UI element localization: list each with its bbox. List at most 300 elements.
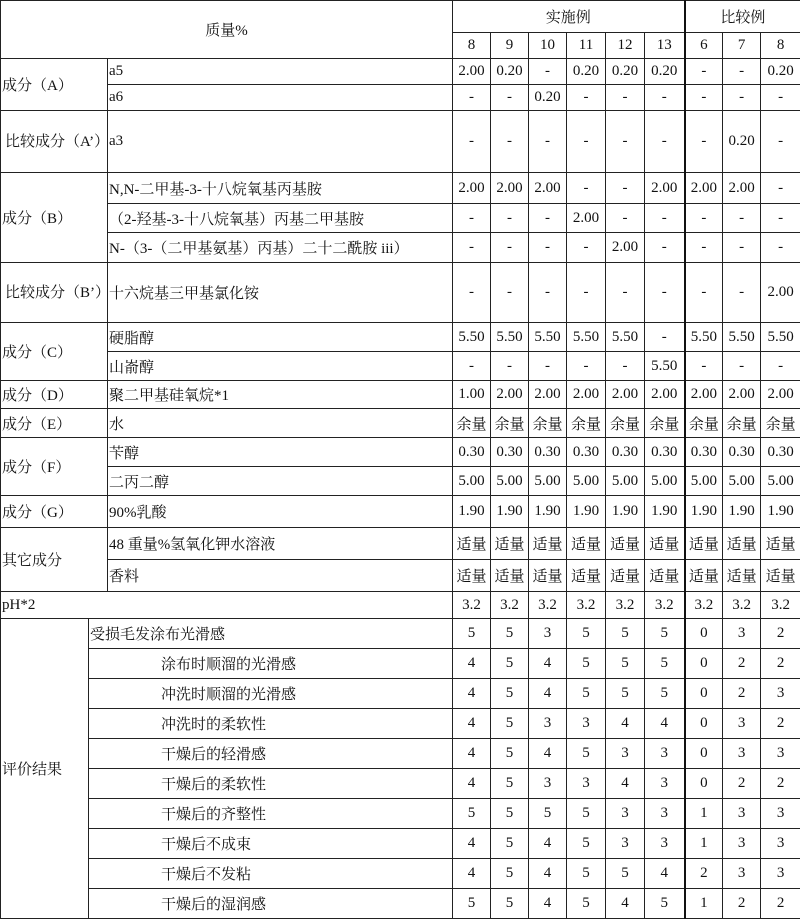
score-cell: 4 xyxy=(529,649,567,679)
comparative-group-header: 比较例 xyxy=(685,1,800,33)
value-cell: - xyxy=(529,111,567,173)
score-cell: 3 xyxy=(529,709,567,739)
score-cell: 5 xyxy=(491,859,529,889)
value-cell: - xyxy=(453,111,491,173)
value-cell: 5.00 xyxy=(761,467,800,496)
value-cell: - xyxy=(491,263,529,323)
value-cell: 适量 xyxy=(491,528,529,560)
value-cell: 适量 xyxy=(685,560,723,592)
component-group-label: 其它成分 xyxy=(1,528,108,592)
ingredient-row xyxy=(1,496,800,528)
value-cell: 适量 xyxy=(723,528,761,560)
evaluation-row xyxy=(1,859,800,889)
value-cell: 2.00 xyxy=(453,59,491,85)
value-cell: 适量 xyxy=(606,560,645,592)
ingredient-row xyxy=(1,173,800,204)
score-cell: 0 xyxy=(685,619,723,649)
score-cell: 5 xyxy=(606,859,645,889)
value-cell: 0.20 xyxy=(606,59,645,85)
value-cell: 0.30 xyxy=(761,438,800,467)
evaluation-criterion: 干燥后不成束 xyxy=(89,829,453,859)
value-cell: - xyxy=(491,233,529,263)
score-cell: 0 xyxy=(685,679,723,709)
value-cell: - xyxy=(491,352,529,381)
score-cell: 5 xyxy=(645,679,685,709)
score-cell: 3 xyxy=(761,799,800,829)
ingredient-row xyxy=(1,381,800,409)
value-cell: - xyxy=(606,111,645,173)
value-cell: 0.20 xyxy=(761,59,800,85)
ingredient-row xyxy=(1,233,800,263)
ingredient-row xyxy=(1,204,800,233)
value-cell: - xyxy=(645,204,685,233)
value-cell: - xyxy=(685,233,723,263)
ingredient-row xyxy=(1,438,800,467)
score-cell: 3 xyxy=(723,739,761,769)
score-cell: 3 xyxy=(529,619,567,649)
value-cell: - xyxy=(685,59,723,85)
score-cell: 3 xyxy=(606,739,645,769)
score-cell: 3 xyxy=(645,769,685,799)
ingredient-name: N-（3-（二甲基氨基）丙基）二十二酰胺 iii） xyxy=(108,233,453,263)
ingredient-name: a3 xyxy=(108,111,453,173)
value-cell: 0.20 xyxy=(529,85,567,111)
value-cell: 5.00 xyxy=(685,467,723,496)
evaluation-row xyxy=(1,649,800,679)
score-cell: 4 xyxy=(453,649,491,679)
ingredient-row xyxy=(1,409,800,438)
value-cell: 2.00 xyxy=(645,173,685,204)
score-cell: 2 xyxy=(761,889,800,919)
score-cell: 4 xyxy=(453,769,491,799)
evaluation-row xyxy=(1,739,800,769)
ingredient-name: a6 xyxy=(108,85,453,111)
score-cell: 3 xyxy=(723,799,761,829)
value-cell: 5.50 xyxy=(453,323,491,352)
score-cell: 4 xyxy=(645,859,685,889)
value-cell: 余量 xyxy=(645,409,685,438)
value-cell: 5.50 xyxy=(761,323,800,352)
value-cell: 2.00 xyxy=(567,204,606,233)
ph-value: 3.2 xyxy=(453,592,491,619)
value-cell: - xyxy=(567,111,606,173)
value-cell: - xyxy=(606,173,645,204)
value-cell: 5.00 xyxy=(529,467,567,496)
value-cell: 适量 xyxy=(761,528,800,560)
value-cell: 2.00 xyxy=(685,381,723,409)
value-cell: - xyxy=(723,85,761,111)
value-cell: 2.00 xyxy=(685,173,723,204)
value-cell: 余量 xyxy=(529,409,567,438)
value-cell: 0.20 xyxy=(491,59,529,85)
value-cell: 适量 xyxy=(685,528,723,560)
value-cell: 适量 xyxy=(491,560,529,592)
ingredient-row xyxy=(1,263,800,323)
value-cell: - xyxy=(567,233,606,263)
score-cell: 5 xyxy=(491,889,529,919)
value-cell: - xyxy=(761,85,800,111)
score-cell: 5 xyxy=(491,649,529,679)
score-cell: 4 xyxy=(529,859,567,889)
evaluation-criterion: 涂布时顺溜的光滑感 xyxy=(89,649,453,679)
score-cell: 4 xyxy=(606,769,645,799)
examples-group-header: 实施例 xyxy=(453,1,685,33)
ingredient-name: 90%乳酸 xyxy=(108,496,453,528)
column-number: 12 xyxy=(606,33,645,59)
score-cell: 2 xyxy=(723,889,761,919)
value-cell: - xyxy=(529,233,567,263)
evaluation-criterion: 干燥后的轻滑感 xyxy=(89,739,453,769)
value-cell: 0.30 xyxy=(529,438,567,467)
value-cell: 适量 xyxy=(645,560,685,592)
score-cell: 4 xyxy=(529,679,567,709)
value-cell: - xyxy=(761,173,800,204)
value-cell: 2.00 xyxy=(723,381,761,409)
value-cell: - xyxy=(723,204,761,233)
score-cell: 5 xyxy=(491,709,529,739)
ingredient-row xyxy=(1,528,800,560)
score-cell: 4 xyxy=(453,859,491,889)
value-cell: 1.90 xyxy=(567,496,606,528)
score-cell: 5 xyxy=(491,739,529,769)
value-cell: 余量 xyxy=(606,409,645,438)
value-cell: 余量 xyxy=(723,409,761,438)
value-cell: 5.00 xyxy=(567,467,606,496)
value-cell: - xyxy=(685,263,723,323)
value-cell: - xyxy=(453,85,491,111)
value-cell: 1.90 xyxy=(645,496,685,528)
score-cell: 2 xyxy=(723,679,761,709)
component-group-label: 成分（A） xyxy=(1,59,108,111)
evaluation-criterion: 冲洗时顺溜的光滑感 xyxy=(89,679,453,709)
value-cell: 1.90 xyxy=(491,496,529,528)
column-number: 13 xyxy=(645,33,685,59)
ph-value: 3.2 xyxy=(606,592,645,619)
value-cell: - xyxy=(491,111,529,173)
value-cell: - xyxy=(491,204,529,233)
value-cell: - xyxy=(567,85,606,111)
value-cell: - xyxy=(606,352,645,381)
formulation-table xyxy=(0,0,800,919)
score-cell: 5 xyxy=(491,619,529,649)
value-cell: 5.00 xyxy=(453,467,491,496)
score-cell: 4 xyxy=(453,679,491,709)
score-cell: 5 xyxy=(529,799,567,829)
value-cell: 5.00 xyxy=(491,467,529,496)
ph-value: 3.2 xyxy=(723,592,761,619)
value-cell: 1.90 xyxy=(529,496,567,528)
value-cell: - xyxy=(723,59,761,85)
value-cell: 余量 xyxy=(491,409,529,438)
value-cell: 5.50 xyxy=(645,352,685,381)
score-cell: 3 xyxy=(529,769,567,799)
score-cell: 3 xyxy=(723,829,761,859)
ph-value: 3.2 xyxy=(567,592,606,619)
ingredient-name: （2-羟基-3-十八烷氧基）丙基二甲基胺 xyxy=(108,204,453,233)
value-cell: 适量 xyxy=(567,528,606,560)
column-number: 10 xyxy=(529,33,567,59)
score-cell: 5 xyxy=(567,829,606,859)
column-number: 9 xyxy=(491,33,529,59)
value-cell: 0.30 xyxy=(453,438,491,467)
score-cell: 2 xyxy=(761,649,800,679)
value-cell: - xyxy=(453,233,491,263)
mass-percent-header: 质量% xyxy=(1,1,453,59)
ph-value: 3.2 xyxy=(645,592,685,619)
value-cell: 2.00 xyxy=(491,381,529,409)
score-cell: 5 xyxy=(567,739,606,769)
ingredient-row xyxy=(1,111,800,173)
evaluation-criterion: 受损毛发涂布光滑感 xyxy=(89,619,453,649)
value-cell: 1.90 xyxy=(761,496,800,528)
score-cell: 5 xyxy=(606,649,645,679)
score-cell: 3 xyxy=(761,679,800,709)
evaluation-criterion: 干燥后的湿润感 xyxy=(89,889,453,919)
table-body xyxy=(1,1,800,919)
ingredient-name: 苄醇 xyxy=(108,438,453,467)
value-cell: 适量 xyxy=(529,528,567,560)
value-cell: - xyxy=(606,204,645,233)
value-cell: 0.20 xyxy=(723,111,761,173)
score-cell: 5 xyxy=(567,859,606,889)
value-cell: 余量 xyxy=(761,409,800,438)
ph-value: 3.2 xyxy=(491,592,529,619)
ingredient-name: 山嵛醇 xyxy=(108,352,453,381)
component-group-label: 成分（B） xyxy=(1,173,108,263)
score-cell: 3 xyxy=(761,829,800,859)
component-group-label: 成分（E） xyxy=(1,409,108,438)
score-cell: 3 xyxy=(606,829,645,859)
score-cell: 3 xyxy=(761,859,800,889)
score-cell: 5 xyxy=(645,649,685,679)
component-group-label: 成分（G） xyxy=(1,496,108,528)
value-cell: - xyxy=(567,173,606,204)
value-cell: 0.20 xyxy=(567,59,606,85)
score-cell: 3 xyxy=(567,709,606,739)
value-cell: 适量 xyxy=(567,560,606,592)
value-cell: - xyxy=(567,263,606,323)
ingredient-name: 香料 xyxy=(108,560,453,592)
header-row xyxy=(1,1,800,33)
component-group-label: 成分（C） xyxy=(1,323,108,381)
evaluation-row xyxy=(1,619,800,649)
value-cell: - xyxy=(685,85,723,111)
value-cell: 5.00 xyxy=(723,467,761,496)
score-cell: 4 xyxy=(529,739,567,769)
score-cell: 5 xyxy=(567,889,606,919)
value-cell: 适量 xyxy=(529,560,567,592)
value-cell: 2.00 xyxy=(567,381,606,409)
value-cell: - xyxy=(491,85,529,111)
value-cell: - xyxy=(606,85,645,111)
value-cell: 2.00 xyxy=(761,381,800,409)
value-cell: - xyxy=(685,352,723,381)
score-cell: 0 xyxy=(685,649,723,679)
value-cell: - xyxy=(761,352,800,381)
value-cell: - xyxy=(723,233,761,263)
evaluation-row xyxy=(1,679,800,709)
value-cell: 0.30 xyxy=(567,438,606,467)
score-cell: 4 xyxy=(645,709,685,739)
score-cell: 2 xyxy=(723,649,761,679)
evaluation-row xyxy=(1,709,800,739)
ingredient-name: a5 xyxy=(108,59,453,85)
value-cell: - xyxy=(761,111,800,173)
ph-row xyxy=(1,592,800,619)
component-group-label: 比较成分（A’） xyxy=(1,111,108,173)
ingredient-name: 硬脂醇 xyxy=(108,323,453,352)
score-cell: 4 xyxy=(453,739,491,769)
value-cell: - xyxy=(723,263,761,323)
score-cell: 5 xyxy=(567,679,606,709)
evaluation-row xyxy=(1,799,800,829)
value-cell: 1.00 xyxy=(453,381,491,409)
score-cell: 2 xyxy=(761,709,800,739)
ph-value: 3.2 xyxy=(685,592,723,619)
value-cell: 0.30 xyxy=(491,438,529,467)
value-cell: - xyxy=(685,204,723,233)
value-cell: - xyxy=(761,204,800,233)
evaluation-row xyxy=(1,769,800,799)
evaluation-label: 评价结果 xyxy=(1,619,89,919)
score-cell: 1 xyxy=(685,889,723,919)
evaluation-criterion: 干燥后的齐整性 xyxy=(89,799,453,829)
score-cell: 3 xyxy=(645,739,685,769)
score-cell: 5 xyxy=(645,619,685,649)
value-cell: 适量 xyxy=(645,528,685,560)
value-cell: 2.00 xyxy=(761,263,800,323)
ingredient-name: 聚二甲基硅氧烷*1 xyxy=(108,381,453,409)
value-cell: 2.00 xyxy=(645,381,685,409)
column-number: 7 xyxy=(723,33,761,59)
score-cell: 4 xyxy=(606,889,645,919)
value-cell: 0.30 xyxy=(723,438,761,467)
score-cell: 0 xyxy=(685,739,723,769)
score-cell: 5 xyxy=(453,619,491,649)
value-cell: 2.00 xyxy=(606,233,645,263)
value-cell: 5.50 xyxy=(606,323,645,352)
score-cell: 5 xyxy=(453,799,491,829)
value-cell: - xyxy=(723,352,761,381)
score-cell: 3 xyxy=(645,829,685,859)
score-cell: 5 xyxy=(567,649,606,679)
value-cell: 5.50 xyxy=(491,323,529,352)
column-number: 6 xyxy=(685,33,723,59)
value-cell: 5.00 xyxy=(645,467,685,496)
ph-value: 3.2 xyxy=(529,592,567,619)
value-cell: - xyxy=(606,263,645,323)
score-cell: 0 xyxy=(685,769,723,799)
value-cell: 2.00 xyxy=(606,381,645,409)
ingredient-name: N,N-二甲基-3-十八烷氧基丙基胺 xyxy=(108,173,453,204)
ingredient-row xyxy=(1,467,800,496)
score-cell: 4 xyxy=(606,709,645,739)
value-cell: 1.90 xyxy=(685,496,723,528)
value-cell: 1.90 xyxy=(606,496,645,528)
ph-value: 3.2 xyxy=(761,592,800,619)
value-cell: 0.20 xyxy=(645,59,685,85)
evaluation-criterion: 干燥后不发粘 xyxy=(89,859,453,889)
value-cell: 2.00 xyxy=(491,173,529,204)
score-cell: 1 xyxy=(685,829,723,859)
value-cell: - xyxy=(645,85,685,111)
ingredient-name: 二丙二醇 xyxy=(108,467,453,496)
ingredient-row xyxy=(1,560,800,592)
value-cell: 余量 xyxy=(567,409,606,438)
value-cell: - xyxy=(529,59,567,85)
value-cell: - xyxy=(453,352,491,381)
column-number: 11 xyxy=(567,33,606,59)
score-cell: 0 xyxy=(685,709,723,739)
value-cell: 5.50 xyxy=(723,323,761,352)
score-cell: 2 xyxy=(685,859,723,889)
component-group-label: 成分（F） xyxy=(1,438,108,496)
score-cell: 5 xyxy=(567,799,606,829)
value-cell: 2.00 xyxy=(529,173,567,204)
value-cell: - xyxy=(685,111,723,173)
value-cell: - xyxy=(645,263,685,323)
value-cell: 适量 xyxy=(453,560,491,592)
evaluation-criterion: 干燥后的柔软性 xyxy=(89,769,453,799)
score-cell: 3 xyxy=(606,799,645,829)
value-cell: 5.50 xyxy=(567,323,606,352)
score-cell: 3 xyxy=(723,709,761,739)
value-cell: 2.00 xyxy=(529,381,567,409)
value-cell: - xyxy=(453,204,491,233)
score-cell: 4 xyxy=(453,829,491,859)
value-cell: - xyxy=(529,204,567,233)
score-cell: 5 xyxy=(453,889,491,919)
value-cell: 1.90 xyxy=(453,496,491,528)
score-cell: 5 xyxy=(491,799,529,829)
evaluation-row xyxy=(1,829,800,859)
score-cell: 5 xyxy=(645,889,685,919)
score-cell: 3 xyxy=(723,619,761,649)
ingredient-row xyxy=(1,59,800,85)
score-cell: 4 xyxy=(453,709,491,739)
score-cell: 1 xyxy=(685,799,723,829)
value-cell: 5.50 xyxy=(529,323,567,352)
value-cell: 5.00 xyxy=(606,467,645,496)
score-cell: 4 xyxy=(529,889,567,919)
value-cell: 适量 xyxy=(761,560,800,592)
component-group-label: 比较成分（B’） xyxy=(1,263,108,323)
value-cell: - xyxy=(645,111,685,173)
ph-label: pH*2 xyxy=(1,592,453,619)
score-cell: 2 xyxy=(723,769,761,799)
score-cell: 5 xyxy=(606,619,645,649)
column-number: 8 xyxy=(453,33,491,59)
column-number: 8 xyxy=(761,33,800,59)
score-cell: 2 xyxy=(761,619,800,649)
value-cell: 2.00 xyxy=(723,173,761,204)
ingredient-row xyxy=(1,352,800,381)
score-cell: 5 xyxy=(606,679,645,709)
evaluation-criterion: 冲洗时的柔软性 xyxy=(89,709,453,739)
score-cell: 3 xyxy=(723,859,761,889)
ingredient-name: 十六烷基三甲基氯化铵 xyxy=(108,263,453,323)
evaluation-row xyxy=(1,889,800,919)
score-cell: 5 xyxy=(491,679,529,709)
score-cell: 5 xyxy=(567,619,606,649)
ingredient-name: 水 xyxy=(108,409,453,438)
value-cell: - xyxy=(529,263,567,323)
score-cell: 3 xyxy=(645,799,685,829)
value-cell: - xyxy=(645,233,685,263)
value-cell: 适量 xyxy=(606,528,645,560)
score-cell: 5 xyxy=(491,769,529,799)
value-cell: 5.50 xyxy=(685,323,723,352)
